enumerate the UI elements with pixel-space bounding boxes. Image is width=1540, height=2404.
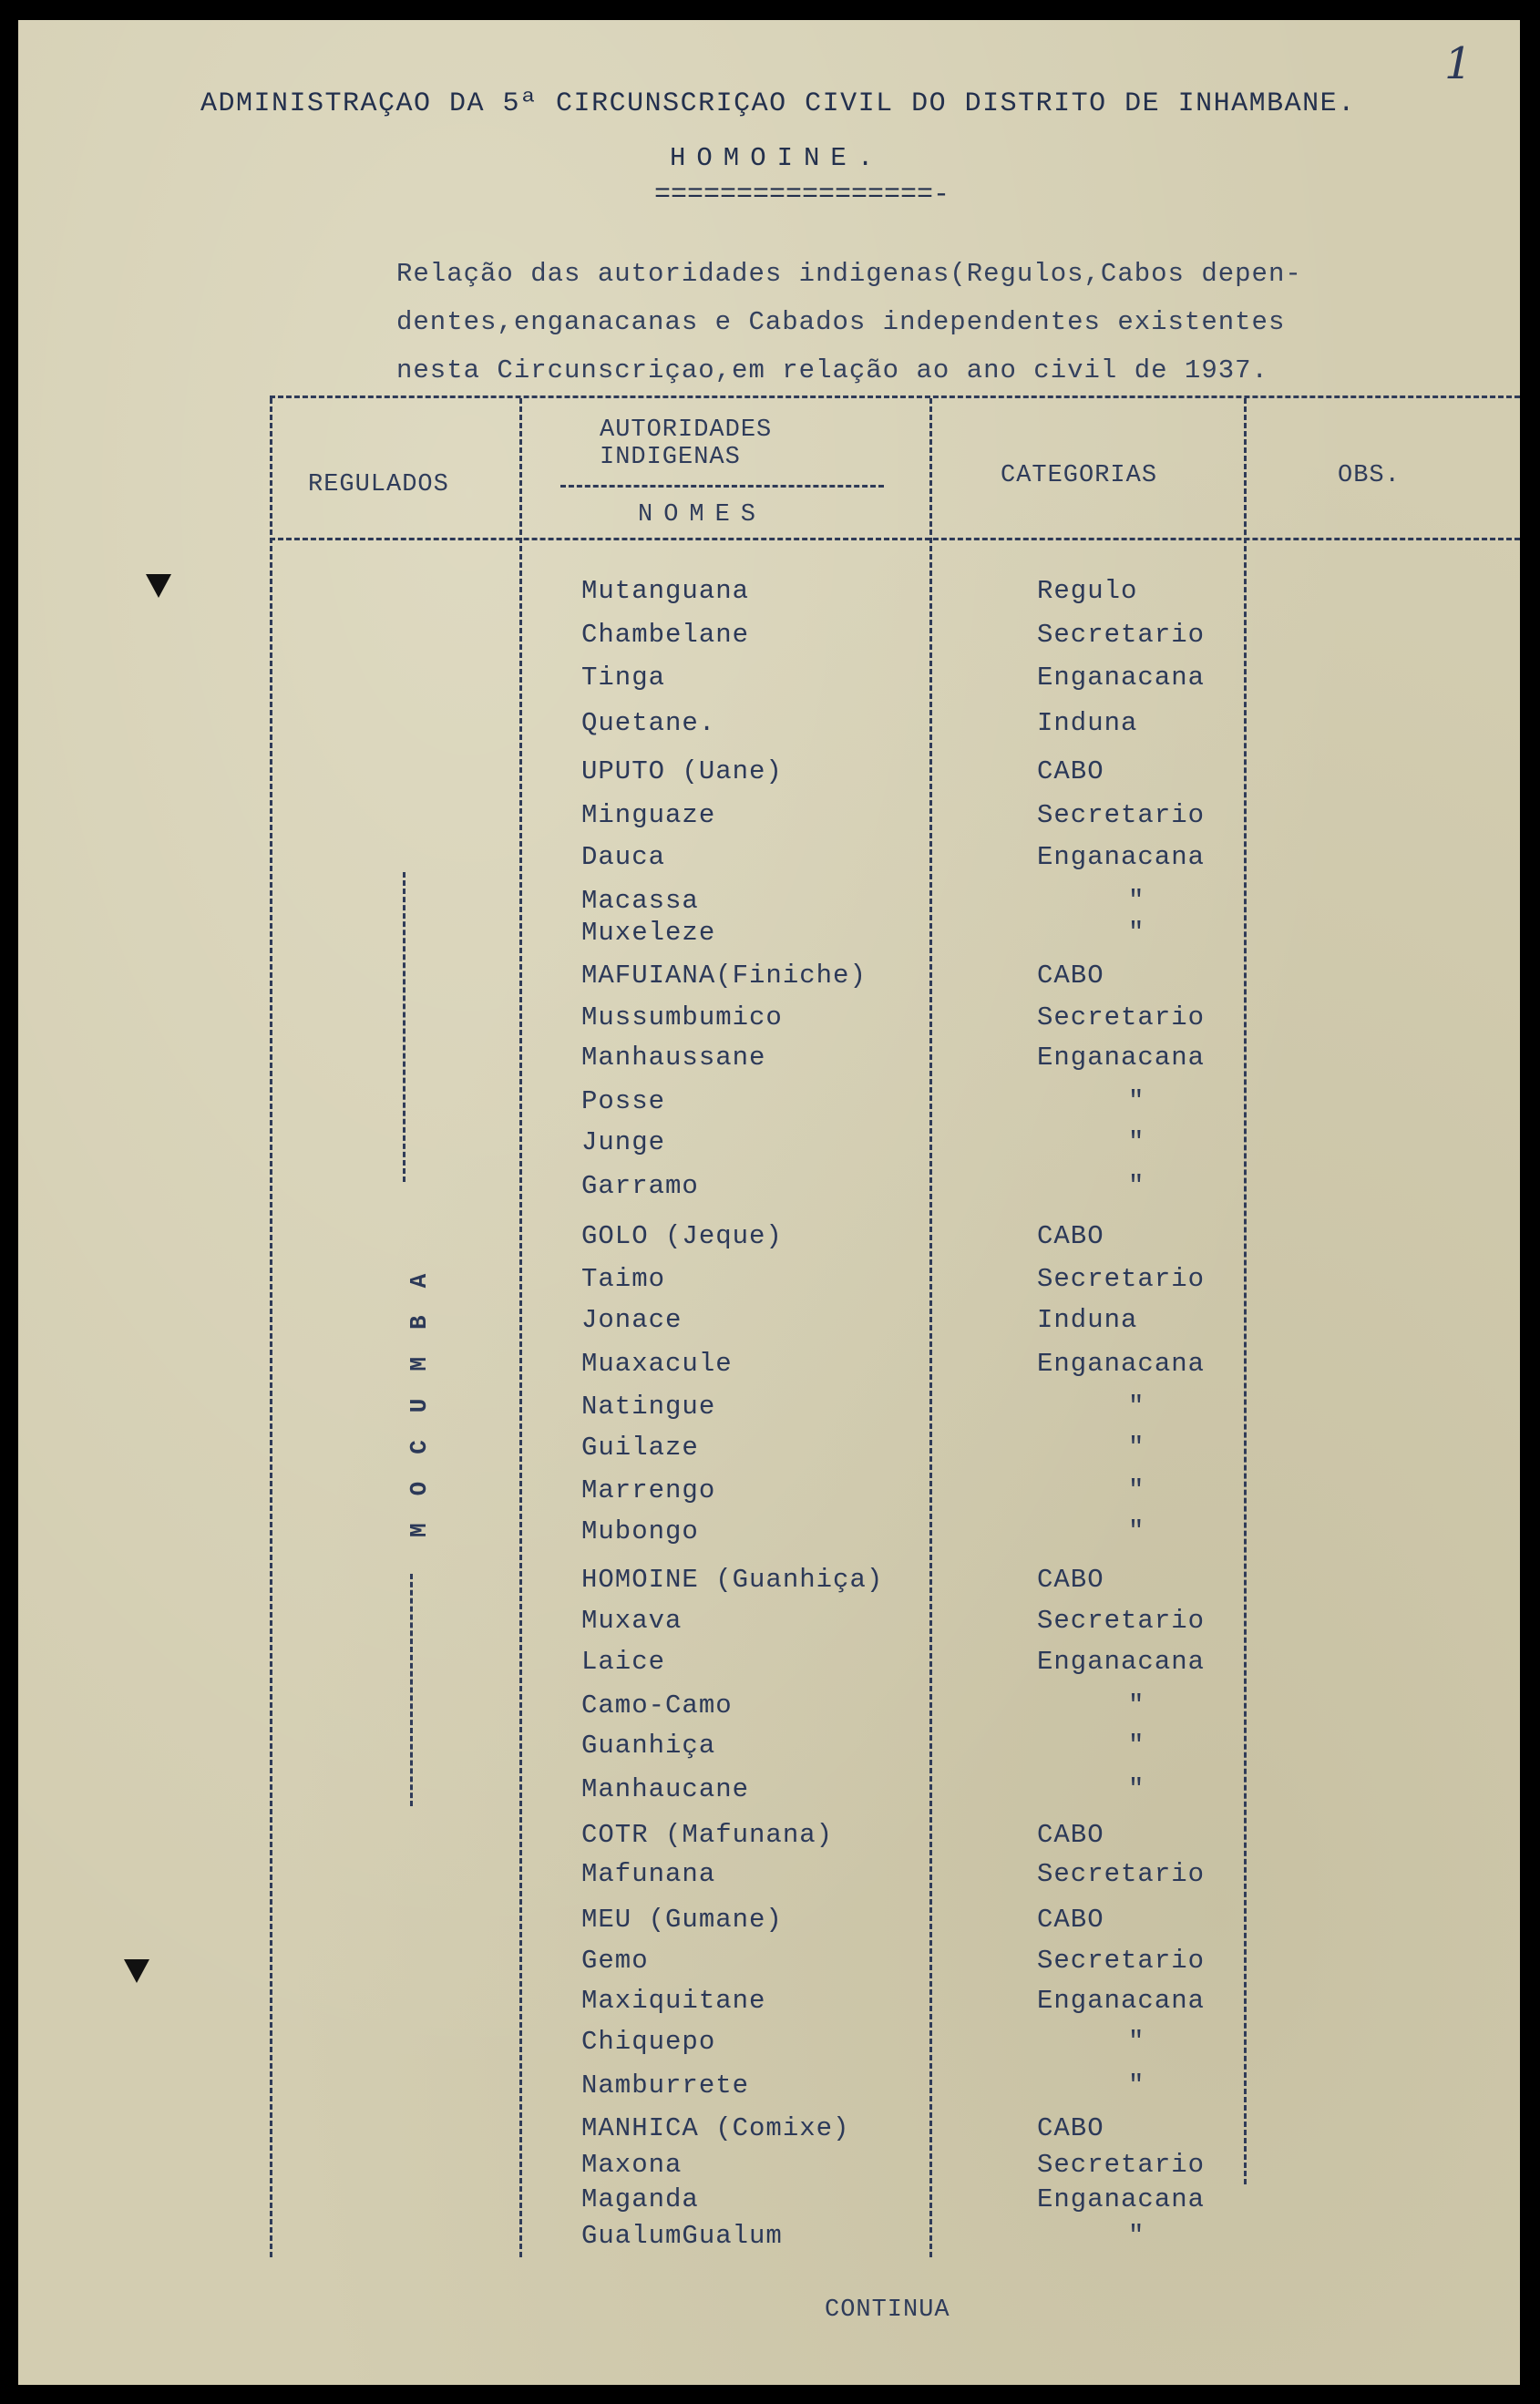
row-categoria: Enganacana (1037, 663, 1206, 693)
row-nome: Camo-Camo (581, 1690, 733, 1721)
row-categoria: " (1128, 1475, 1145, 1505)
row-categoria: CABO (1037, 1905, 1104, 1935)
row-nome: MANHICA (Comixe) (581, 2113, 850, 2143)
row-categoria: " (1128, 2221, 1145, 2251)
document-page (18, 20, 1520, 2385)
row-nome: Mubongo (581, 1516, 699, 1546)
header-regulados: REGULADOS (308, 471, 449, 498)
column-rule-obs (1244, 398, 1247, 2184)
row-nome: Posse (581, 1086, 666, 1116)
row-categoria: Enganacana (1037, 1647, 1206, 1677)
table-top-rule (270, 396, 1520, 398)
row-nome: Mussumbumico (581, 1002, 783, 1032)
row-nome: Laice (581, 1647, 666, 1677)
row-categoria: " (1128, 918, 1145, 948)
page-number: 1 (1444, 38, 1473, 89)
column-rule-left (270, 398, 272, 2257)
row-categoria: Enganacana (1037, 1043, 1206, 1073)
row-categoria: " (1128, 1516, 1145, 1546)
row-categoria: Secretario (1037, 1946, 1206, 1976)
row-categoria: Secretario (1037, 1606, 1206, 1636)
regulado-bracket-bottom (410, 1574, 413, 1806)
table-header-rule (270, 538, 1520, 540)
title-underline: =================- (654, 180, 950, 211)
row-nome: Marrengo (581, 1475, 716, 1505)
row-categoria: CABO (1037, 1820, 1104, 1850)
row-nome: Maxiquitane (581, 1986, 766, 2016)
row-categoria: Secretario (1037, 1859, 1206, 1889)
row-categoria: Enganacana (1037, 1349, 1206, 1379)
row-categoria: " (1128, 1392, 1145, 1422)
row-nome: UPUTO (Uane) (581, 756, 783, 786)
row-categoria: " (1128, 2070, 1145, 2101)
row-categoria: CABO (1037, 1565, 1104, 1595)
row-categoria: Induna (1037, 708, 1138, 738)
row-nome: Guilaze (581, 1433, 699, 1463)
header-indigenas: INDIGENAS (600, 444, 741, 471)
row-nome: Muxeleze (581, 918, 716, 948)
row-nome: Taimo (581, 1264, 666, 1294)
row-nome: Mafunana (581, 1859, 716, 1889)
row-nome: Muxava (581, 1606, 683, 1636)
row-categoria: " (1128, 1171, 1145, 1201)
row-nome: Namburrete (581, 2070, 750, 2101)
row-nome: Chambelane (581, 620, 750, 650)
row-categoria: CABO (1037, 2113, 1104, 2143)
row-nome: Muaxacule (581, 1349, 733, 1379)
row-categoria: Induna (1037, 1305, 1138, 1335)
row-categoria: CABO (1037, 1221, 1104, 1251)
header-divider (560, 485, 884, 488)
row-categoria: Secretario (1037, 1002, 1206, 1032)
row-categoria: " (1128, 1086, 1145, 1116)
row-nome: Quetane. (581, 708, 716, 738)
row-nome: GOLO (Jeque) (581, 1221, 783, 1251)
header-nomes: NOMES (638, 501, 767, 529)
row-nome: Jonace (581, 1305, 683, 1335)
row-nome: MAFUIANA(Finiche) (581, 961, 867, 991)
column-rule-categorias (929, 398, 932, 2257)
row-categoria: CABO (1037, 961, 1104, 991)
row-categoria: " (1128, 2027, 1145, 2057)
punch-hole (146, 574, 171, 598)
intro-line: dentes,enganacanas e Cabados independentes existentes (396, 307, 1286, 337)
place-name: HOMOINE. (670, 143, 885, 173)
row-nome: Manhaucane (581, 1774, 750, 1804)
header-categorias: CATEGORIAS (1001, 462, 1158, 489)
row-nome: Minguaze (581, 800, 716, 830)
row-nome: Natingue (581, 1392, 716, 1422)
row-categoria: Enganacana (1037, 2184, 1206, 2214)
row-categoria: Secretario (1037, 1264, 1206, 1294)
row-nome: Mutanguana (581, 576, 750, 606)
row-categoria: " (1128, 1774, 1145, 1804)
row-nome: Tinga (581, 663, 666, 693)
header-autoridades: AUTORIDADES (600, 416, 773, 444)
header-obs: OBS. (1338, 462, 1401, 489)
column-rule-nomes (519, 398, 522, 2257)
row-categoria: Secretario (1037, 800, 1206, 830)
row-nome: Macassa (581, 886, 699, 916)
row-categoria: Enganacana (1037, 842, 1206, 872)
row-categoria: CABO (1037, 756, 1104, 786)
row-nome: Junge (581, 1127, 666, 1157)
row-nome: Manhaussane (581, 1043, 766, 1073)
row-categoria: Secretario (1037, 620, 1206, 650)
row-categoria: " (1128, 1127, 1145, 1157)
intro-line: nesta Circunscriçao,em relação ao ano civil de 1937. (396, 355, 1268, 385)
row-categoria: " (1128, 1731, 1145, 1761)
intro-line: Relação das autoridades indigenas(Regulos,Cabos depen- (396, 259, 1302, 289)
row-categoria: " (1128, 1433, 1145, 1463)
regulado-name: MOCUMBA (406, 1246, 433, 1537)
row-nome: HOMOINE (Guanhiça) (581, 1565, 884, 1595)
row-nome: Garramo (581, 1171, 699, 1201)
punch-hole (124, 1959, 149, 1983)
row-nome: GualumGualum (581, 2221, 783, 2251)
document-title: ADMINISTRAÇAO DA 5ª CIRCUNSCRIÇAO CIVIL DO DISTRITO DE INHAMBANE. (200, 88, 1356, 119)
regulado-bracket-top (403, 872, 406, 1182)
row-nome: MEU (Gumane) (581, 1905, 783, 1935)
row-categoria: " (1128, 886, 1145, 916)
row-categoria: Enganacana (1037, 1986, 1206, 2016)
row-categoria: Regulo (1037, 576, 1138, 606)
row-nome: COTR (Mafunana) (581, 1820, 834, 1850)
row-nome: Chiquepo (581, 2027, 716, 2057)
row-nome: Dauca (581, 842, 666, 872)
row-nome: Maxona (581, 2150, 683, 2180)
row-nome: Maganda (581, 2184, 699, 2214)
row-categoria: Secretario (1037, 2150, 1206, 2180)
continua-footer: CONTINUA (825, 2296, 950, 2324)
row-categoria: " (1128, 1690, 1145, 1721)
row-nome: Guanhiça (581, 1731, 716, 1761)
row-nome: Gemo (581, 1946, 649, 1976)
